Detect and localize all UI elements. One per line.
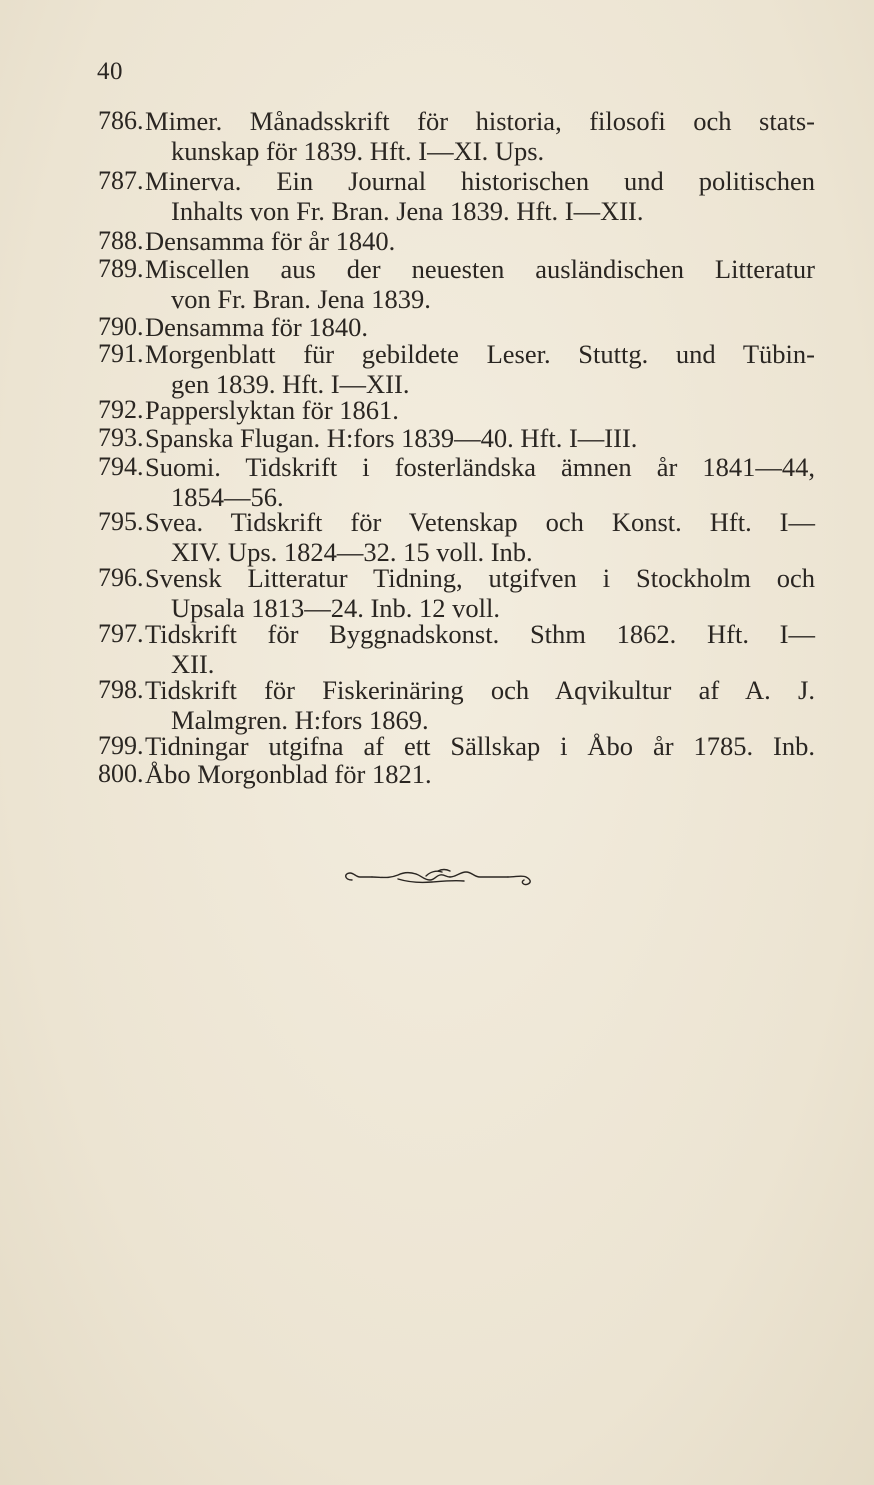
- entry-line: Densamma för 1840.: [145, 312, 368, 342]
- entry-text: [145, 312, 815, 342]
- entry-line-continued: Upsala 1813—24. Inb. 12 voll.: [171, 593, 501, 623]
- entry-text: [145, 106, 815, 166]
- entry-text: [145, 675, 815, 735]
- entry-line: Tidskrift för Fiskerinäring och Aqvikultur af A. J.: [145, 675, 815, 705]
- entry-number: 795.: [98, 507, 144, 536]
- entry-number: 789.: [98, 254, 144, 283]
- entry-line-continued: XIV. Ups. 1824—32. 15 voll. Inb.: [171, 537, 533, 567]
- entry-number: 793.: [98, 423, 144, 452]
- entry-line: Åbo Morgonblad för 1821.: [145, 759, 432, 789]
- entry-line-continued: Inhalts von Fr. Bran. Jena 1839. Hft. I—XII.: [171, 196, 644, 226]
- entry-line: Morgenblatt für gebildete Leser. Stuttg. und Tübin-: [145, 339, 815, 369]
- entry-line-continued: gen 1839. Hft. I—XII.: [171, 369, 410, 399]
- entry-line: Papperslyktan för 1861.: [145, 395, 399, 425]
- entry-text: [145, 731, 815, 761]
- entry-text: [145, 423, 815, 453]
- entry-number: 796.: [98, 563, 144, 592]
- section-end-ornament: [338, 866, 548, 890]
- entry-number: 799.: [98, 731, 144, 760]
- entry-line: Mimer. Månadsskrift för historia, filosofi och stats-: [145, 106, 815, 136]
- entry-line-continued: XII.: [171, 649, 215, 679]
- entry-number: 788.: [98, 226, 144, 255]
- entry-number: 790.: [98, 312, 144, 341]
- entry-line: Miscellen aus der neuesten ausländischen Litteratur: [145, 254, 815, 284]
- entry-text: [145, 395, 815, 425]
- entry-line-continued: kunskap för 1839. Hft. I—XI. Ups.: [171, 136, 545, 166]
- entry-line: Tidningar utgifna af ett Sällskap i Åbo år 1785. Inb.: [145, 731, 815, 761]
- entry-number: 792.: [98, 395, 144, 424]
- entry-line: Spanska Flugan. H:fors 1839—40. Hft. I—III.: [145, 423, 638, 453]
- entry-line-continued: 1854—56.: [171, 482, 284, 512]
- entry-line: Minerva. Ein Journal historischen und politischen: [145, 166, 815, 196]
- entry-text: [145, 507, 815, 567]
- entry-number: 798.: [98, 675, 144, 704]
- entry-text: [145, 619, 815, 679]
- entry-text: [145, 452, 815, 512]
- entry-text: [145, 759, 815, 789]
- entry-line: Svea. Tidskrift för Vetenskap och Konst. Hft. I—: [145, 507, 815, 537]
- entry-number: 791.: [98, 339, 144, 368]
- entry-number: 787.: [98, 166, 144, 195]
- entry-text: [145, 339, 815, 399]
- entry-number: 786.: [98, 106, 144, 135]
- entry-number: 794.: [98, 452, 144, 481]
- entry-line: Suomi. Tidskrift i fosterländska ämnen år 1841—44,: [145, 452, 815, 482]
- entry-line: Tidskrift för Byggnadskonst. Sthm 1862. Hft. I—: [145, 619, 815, 649]
- entry-line-continued: Malmgren. H:fors 1869.: [171, 705, 429, 735]
- entry-line: Densamma för år 1840.: [145, 226, 396, 256]
- entry-text: [145, 226, 815, 256]
- page-number: 40: [97, 58, 123, 85]
- entry-number: 797.: [98, 619, 144, 648]
- entry-text: [145, 166, 815, 226]
- entry-line-continued: von Fr. Bran. Jena 1839.: [171, 284, 431, 314]
- entry-line: Svensk Litteratur Tidning, utgifven i Stockholm och: [145, 563, 815, 593]
- entry-text: [145, 254, 815, 314]
- entry-text: [145, 563, 815, 623]
- entry-number: 800.: [98, 759, 144, 788]
